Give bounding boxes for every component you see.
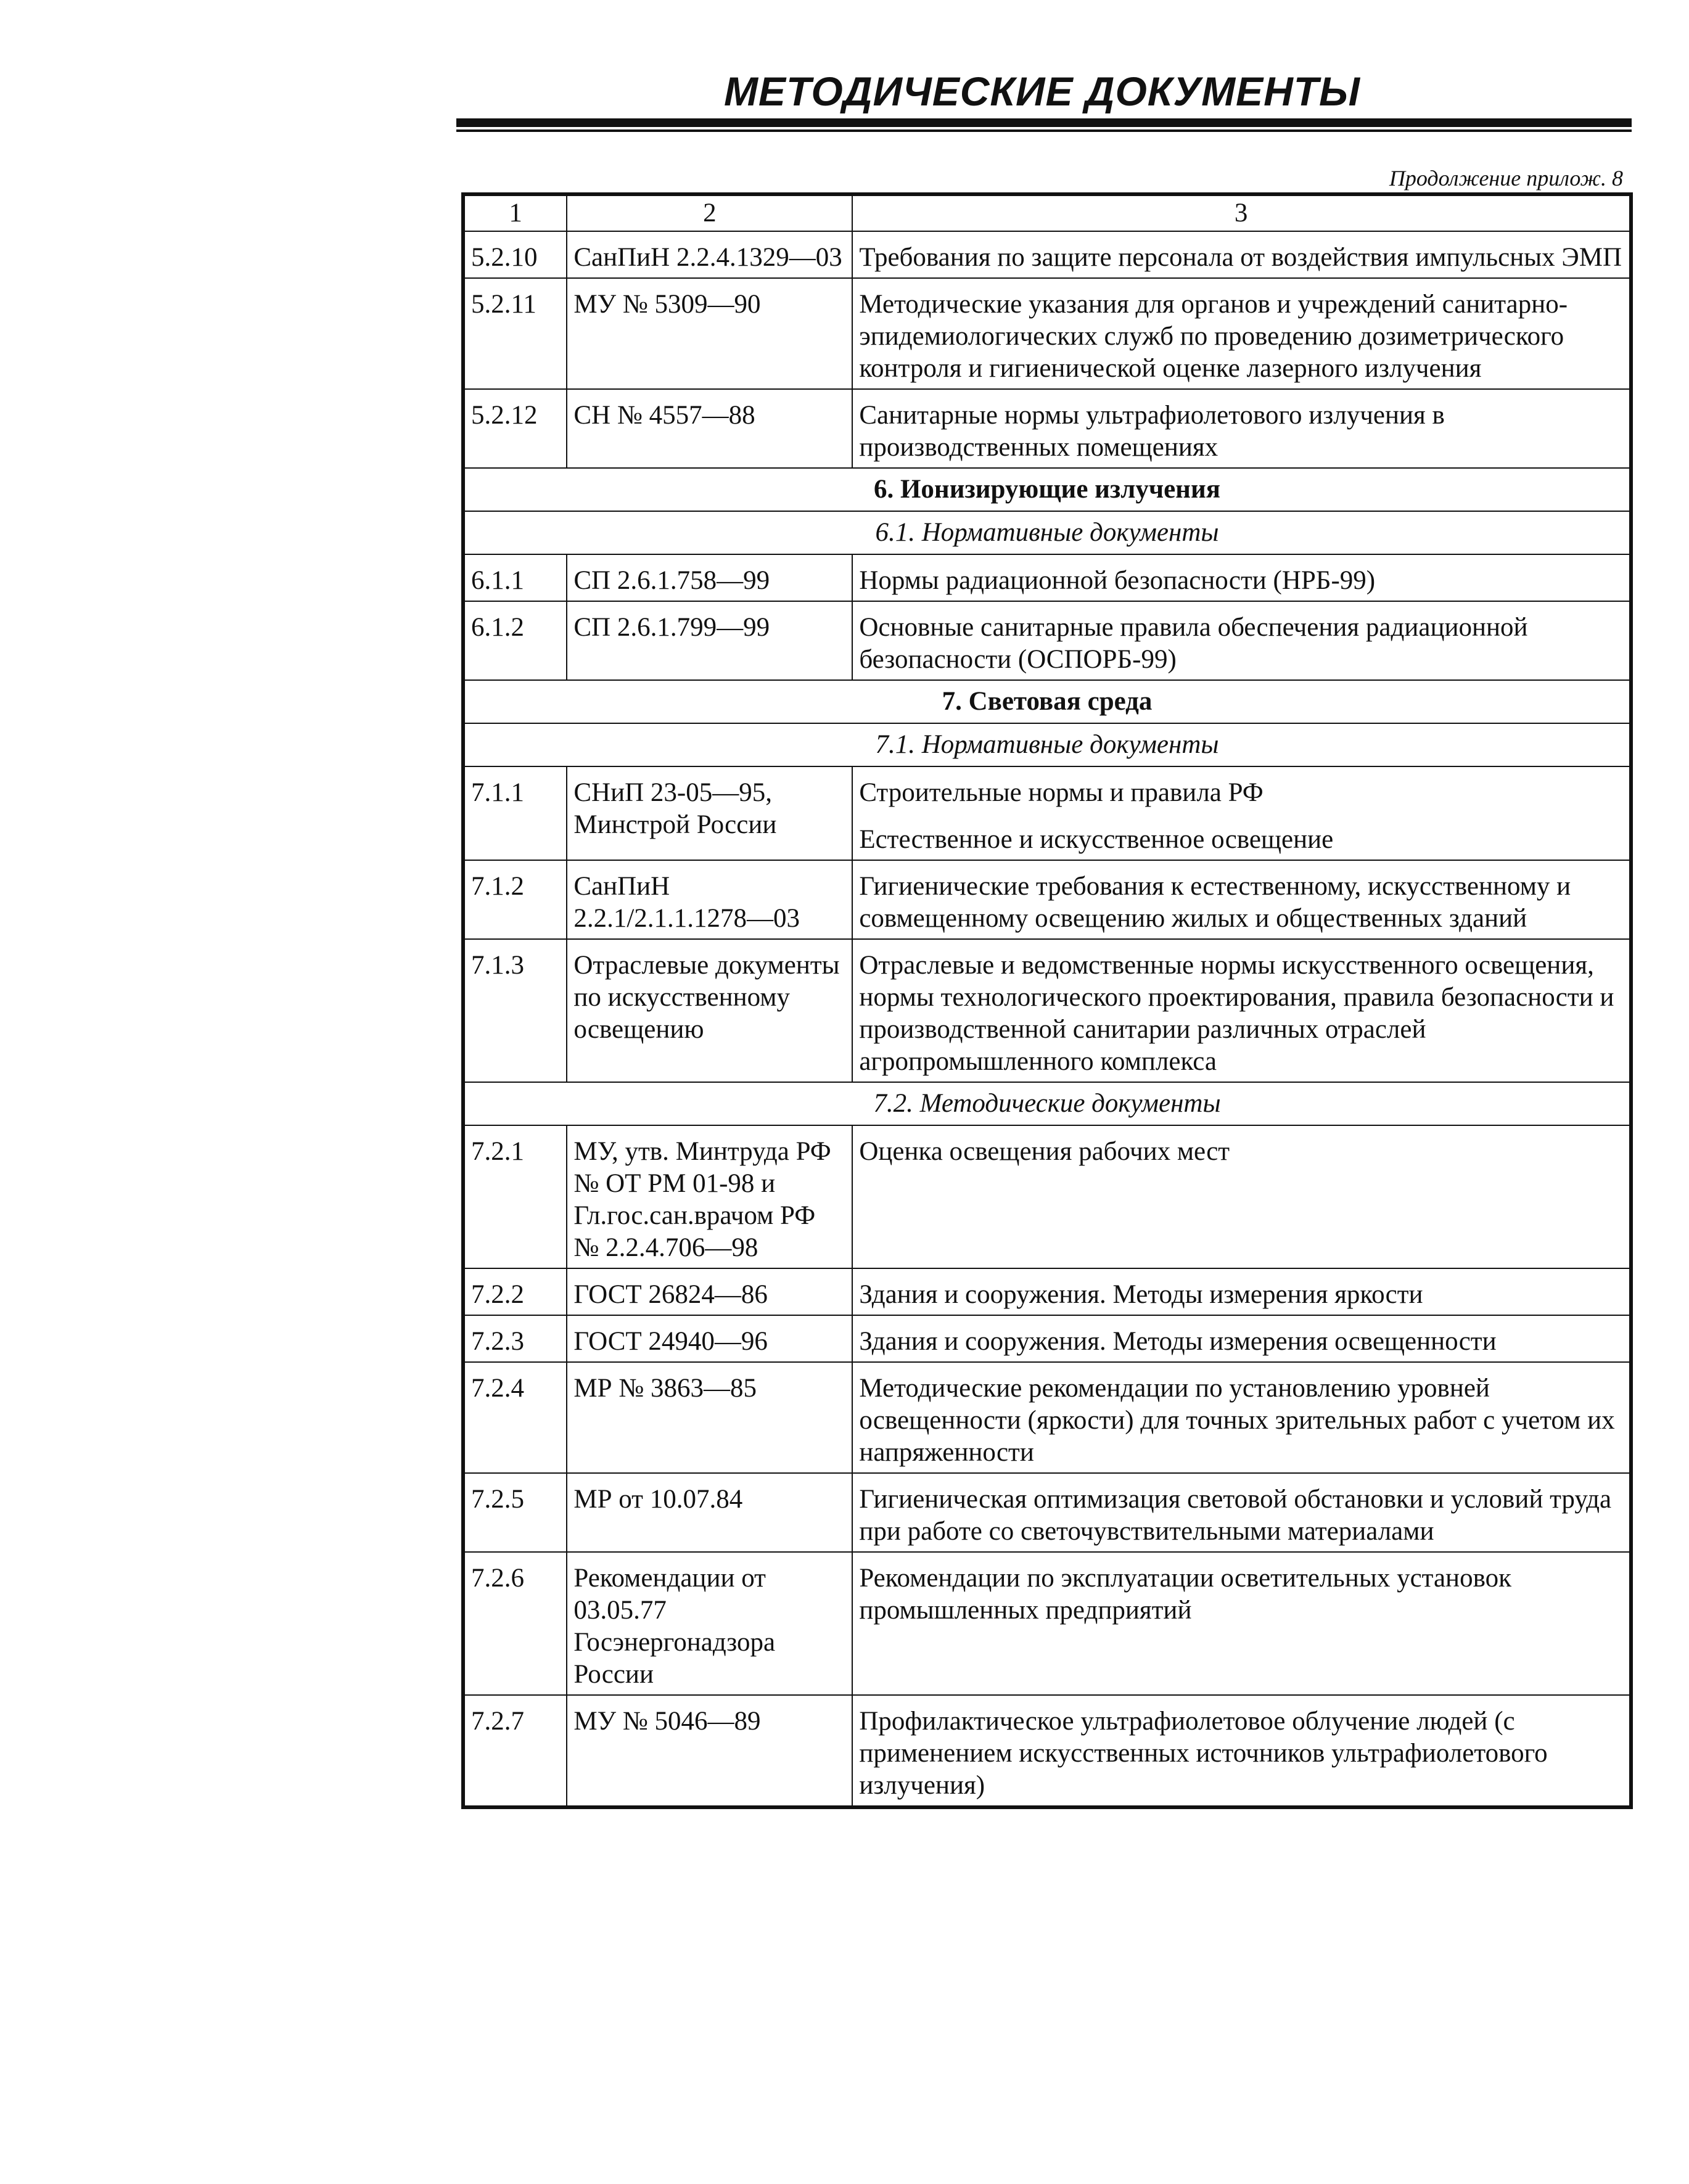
entry-document: МУ № 5309—90 bbox=[567, 278, 852, 389]
entry-number: 7.2.7 bbox=[463, 1695, 567, 1807]
subsection-title: 7.2. Методические документы bbox=[463, 1082, 1631, 1125]
entry-description: Гигиеническая оптимизация световой обстановки и условий труда при работе со светочувствительными материалами bbox=[852, 1473, 1631, 1552]
column-number-1: 1 bbox=[463, 194, 567, 231]
entry-number: 5.2.10 bbox=[463, 231, 567, 278]
entry-description: Здания и сооружения. Методы измерения яркости bbox=[852, 1268, 1631, 1315]
entry-document: МР от 10.07.84 bbox=[567, 1473, 852, 1552]
entry-number: 7.1.1 bbox=[463, 766, 567, 860]
table-row bbox=[463, 766, 1631, 860]
subsection-heading-row bbox=[463, 1082, 1631, 1125]
entry-document: СП 2.6.1.799—99 bbox=[567, 601, 852, 680]
entry-number: 7.1.3 bbox=[463, 939, 567, 1082]
entry-number: 7.2.6 bbox=[463, 1552, 567, 1695]
table-row bbox=[463, 1315, 1631, 1362]
entry-description-line: Естественное и искусственное освещение bbox=[859, 825, 1334, 854]
entry-number: 6.1.2 bbox=[463, 601, 567, 680]
entry-description: Отраслевые и ведомственные нормы искусственного освещения, нормы технологического проектирования, правила безопасности и производственной санитарии различных отраслей агропромышленного комплекса bbox=[852, 939, 1631, 1082]
entry-description-line: Строительные нормы и правила РФ bbox=[859, 778, 1264, 807]
entry-document: СанПиН 2.2.1/2.1.1.1278—03 bbox=[567, 860, 852, 939]
table-row bbox=[463, 231, 1631, 278]
table-row bbox=[463, 389, 1631, 468]
entry-description: Требования по защите персонала от воздействия импульсных ЭМП bbox=[852, 231, 1631, 278]
entry-number: 7.2.2 bbox=[463, 1268, 567, 1315]
table-row bbox=[463, 1125, 1631, 1268]
entry-number: 5.2.11 bbox=[463, 278, 567, 389]
header-rule-thin bbox=[456, 129, 1632, 132]
entry-description bbox=[852, 766, 1631, 860]
subsection-heading-row bbox=[463, 723, 1631, 766]
subsection-heading-row bbox=[463, 511, 1631, 554]
entry-document: ГОСТ 26824—86 bbox=[567, 1268, 852, 1315]
entry-document: СанПиН 2.2.4.1329—03 bbox=[567, 231, 852, 278]
entry-document: МР № 3863—85 bbox=[567, 1362, 852, 1473]
entry-document: МУ № 5046—89 bbox=[567, 1695, 852, 1807]
entry-document: Отраслевые документы по искусственному освещению bbox=[567, 939, 852, 1082]
entry-document: ГОСТ 24940—96 bbox=[567, 1315, 852, 1362]
section-heading-row bbox=[463, 468, 1631, 511]
section-heading-row bbox=[463, 680, 1631, 723]
entry-document: Рекомендации от 03.05.77 Госэнергонадзора России bbox=[567, 1552, 852, 1695]
subsection-title: 6.1. Нормативные документы bbox=[463, 511, 1631, 554]
entry-document: СП 2.6.1.758—99 bbox=[567, 554, 852, 601]
entry-description: Здания и сооружения. Методы измерения освещенности bbox=[852, 1315, 1631, 1362]
entry-number: 7.2.5 bbox=[463, 1473, 567, 1552]
entry-number: 7.1.2 bbox=[463, 860, 567, 939]
entry-description: Санитарные нормы ультрафиолетового излучения в производственных помещениях bbox=[852, 389, 1631, 468]
page-header bbox=[456, 67, 1628, 116]
table-row bbox=[463, 1362, 1631, 1473]
subsection-title: 7.1. Нормативные документы bbox=[463, 723, 1631, 766]
entry-description: Методические рекомендации по установлению уровней освещенности (яркости) для точных зрительных работ с учетом их напряженности bbox=[852, 1362, 1631, 1473]
column-number-row bbox=[463, 194, 1631, 231]
continuation-note: Продолжение прилож. 8 bbox=[1389, 166, 1623, 191]
entry-description: Оценка освещения рабочих мест bbox=[852, 1125, 1631, 1268]
table-row bbox=[463, 1268, 1631, 1315]
column-number-2: 2 bbox=[567, 194, 852, 231]
section-title: 6. Ионизирующие излучения bbox=[463, 468, 1631, 511]
documents-table-body bbox=[463, 194, 1631, 1807]
entry-document: СНиП 23-05—95, Минстрой России bbox=[567, 766, 852, 860]
column-number-3: 3 bbox=[852, 194, 1631, 231]
table-row bbox=[463, 860, 1631, 939]
entry-document: СН № 4557—88 bbox=[567, 389, 852, 468]
table-row bbox=[463, 601, 1631, 680]
entry-number: 6.1.1 bbox=[463, 554, 567, 601]
entry-number: 7.2.4 bbox=[463, 1362, 567, 1473]
entry-description: Методические указания для органов и учреждений санитарно-эпидемиологических служб по проведению дозиметрического контроля и гигиенической оценке лазерного излучения bbox=[852, 278, 1631, 389]
entry-description: Нормы радиационной безопасности (НРБ-99) bbox=[852, 554, 1631, 601]
entry-description: Основные санитарные правила обеспечения радиационной безопасности (ОСПОРБ-99) bbox=[852, 601, 1631, 680]
entry-number: 5.2.12 bbox=[463, 389, 567, 468]
entry-number: 7.2.1 bbox=[463, 1125, 567, 1268]
section-title: 7. Световая среда bbox=[463, 680, 1631, 723]
entry-number: 7.2.3 bbox=[463, 1315, 567, 1362]
header-rule-thick bbox=[456, 118, 1632, 127]
table-row bbox=[463, 1552, 1631, 1695]
page-title: МЕТОДИЧЕСКИЕ ДОКУМЕНТЫ bbox=[723, 68, 1361, 114]
entry-document: МУ, утв. Минтруда РФ № ОТ РМ 01-98 и Гл.гос.сан.врачом РФ № 2.2.4.706—98 bbox=[567, 1125, 852, 1268]
entry-description: Гигиенические требования к естественному, искусственному и совмещенному освещению жилых и общественных зданий bbox=[852, 860, 1631, 939]
table-row bbox=[463, 278, 1631, 389]
entry-description: Рекомендации по эксплуатации осветительных установок промышленных предприятий bbox=[852, 1552, 1631, 1695]
documents-table bbox=[461, 192, 1633, 1809]
entry-description: Профилактическое ультрафиолетовое облучение людей (с применением искусственных источников ультрафиолетового излучения) bbox=[852, 1695, 1631, 1807]
table-row bbox=[463, 1473, 1631, 1552]
table-row bbox=[463, 554, 1631, 601]
table-row bbox=[463, 939, 1631, 1082]
table-row bbox=[463, 1695, 1631, 1807]
